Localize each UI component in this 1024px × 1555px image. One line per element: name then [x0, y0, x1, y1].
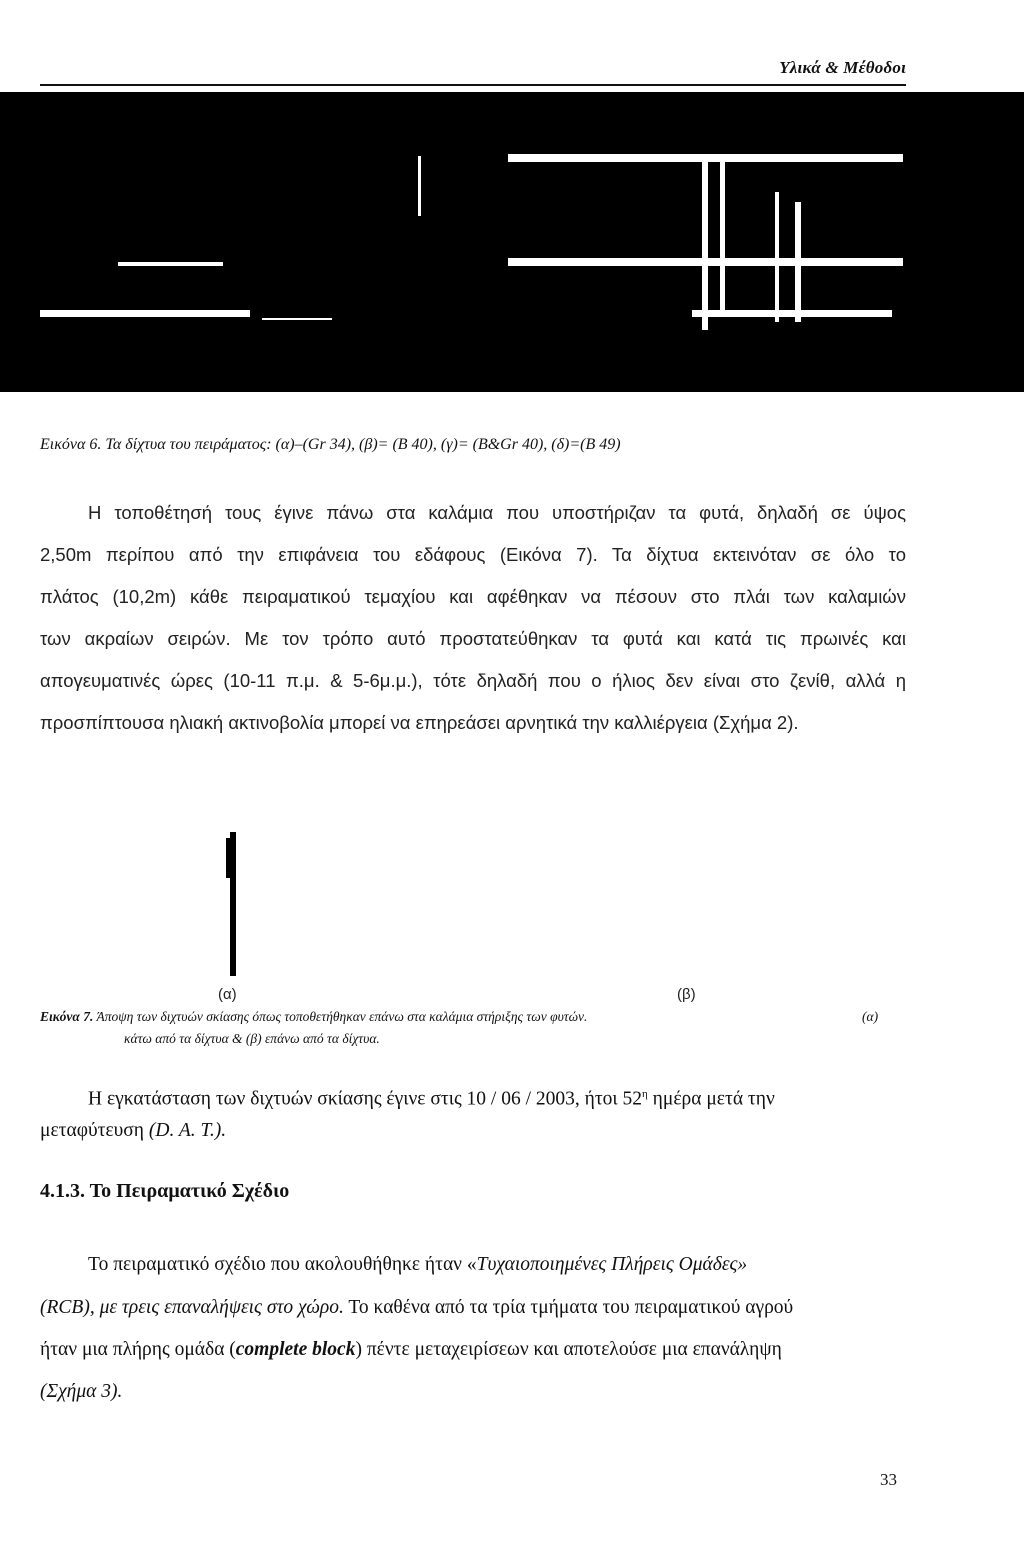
photo-ground-mid	[262, 318, 332, 320]
design-text-3: ήταν μια πλήρης ομάδα (	[40, 1339, 236, 1360]
paragraph-line: προσπίπτουσα ηλιακή ακτινοβολία μπορεί να επηρεάσει αρνητικά την καλλιέργεια (Σχήμα 2).	[40, 712, 799, 733]
figure7-caption-a-marker: (α)	[862, 1009, 879, 1024]
photo-ground-right	[692, 310, 892, 317]
paragraph-line: πλάτος (10,2m) κάθε πειραματικού τεμαχίου και αφέθηκαν να πέσουν στο πλάι των καλαμιών	[40, 586, 906, 607]
figure7-caption-text: Άποψη των διχτυών σκίασης όπως τοποθετήθηκαν επάνω στα καλάμια στήριξης των φυτών.	[96, 1009, 588, 1024]
figure7-label-b: (β)	[677, 986, 696, 1003]
paragraph-line	[40, 1297, 793, 1319]
photo-net-middle-bar	[508, 258, 903, 266]
figure6-photo	[0, 92, 1024, 392]
figure7-caption-line2: κάτω από τα δίχτυα & (β) επάνω από τα δίχτυα.	[124, 1031, 380, 1046]
paragraph-line	[40, 1120, 226, 1142]
design-text-2: Το καθένα από τα τρία τμήματα του πειραματικού αγρού	[343, 1297, 794, 1318]
figure6-caption-text: Τα δίχτυα του πειράματος: (α)–(Gr 34), (β)= (B 40), (γ)= (B&Gr 40), (δ)=(B 49)	[105, 436, 621, 453]
paragraph-line: των ακραίων σειρών. Με τον τρόπο αυτό προστατεύθηκαν τα φυτά και κατά τις πρωινές και	[40, 628, 906, 649]
photo-net-top-bar	[508, 154, 903, 162]
figure6-caption-label: Εικόνα 6.	[40, 436, 102, 453]
figure7-label-a: (α)	[218, 986, 237, 1003]
paragraph-line	[88, 1254, 747, 1276]
paragraph-line	[88, 1088, 775, 1111]
figure7-caption-label: Εικόνα 7.	[40, 1009, 94, 1024]
photo-post-2	[720, 162, 725, 312]
figure7-image	[40, 820, 906, 970]
paragraph-line: 2,50m περίπου από την επιφάνεια του εδάφους (Εικόνα 7). Τα δίχτυα εκτεινόταν σε όλο το	[40, 544, 906, 565]
transplant-word: μεταφύτευση	[40, 1120, 144, 1141]
figure7-pole-bracket	[226, 838, 230, 878]
paragraph-line: απογευματινές ώρες (10-11 π.μ. & 5-6μ.μ.), τότε δηλαδή που ο ήλιος δεν είναι στο ζενίθ, αλλά η	[40, 670, 906, 691]
complete-block-term: complete block	[235, 1339, 356, 1360]
dat-abbrev: (D. A. T.).	[148, 1120, 227, 1141]
rcb-text: (RCB), με τρεις επαναλήψεις στο χώρο.	[40, 1297, 344, 1318]
design-text: Το πειραματικό σχέδιο που ακολουθήθηκε ήταν «	[88, 1254, 477, 1275]
paragraph-line: (Σχήμα 3).	[40, 1381, 123, 1402]
paragraph-line: Η τοποθέτησή τους έγινε πάνω στα καλάμια που υποστήριζαν τα φυτά, δηλαδή σε ύψος	[88, 502, 906, 523]
page-number: 33	[880, 1470, 897, 1489]
figure7-pole	[230, 832, 236, 976]
running-header-title: Υλικά & Μέθοδοι	[779, 58, 906, 77]
photo-ground-left	[40, 310, 250, 317]
header-rule	[40, 84, 906, 86]
photo-post-3	[775, 192, 779, 322]
ordinal-suffix: η	[642, 1088, 648, 1100]
installation-text-end: ημέρα μετά την	[647, 1088, 775, 1110]
paragraph-line	[40, 1339, 782, 1361]
photo-net-left-bar	[118, 262, 223, 266]
design-text-4: ) πέντε μεταχειρίσεων και αποτελούσε μια επανάληψη	[355, 1339, 782, 1360]
section-heading: 4.1.3. Το Πειραματικό Σχέδιο	[40, 1180, 290, 1202]
design-name: Τυχαιοποιημένες Πλήρεις Ομάδες»	[476, 1254, 748, 1275]
photo-pole	[418, 156, 421, 216]
figure7-caption-line1	[40, 1009, 587, 1025]
figure6-caption	[40, 436, 621, 454]
installation-text: Η εγκατάσταση των διχτυών σκίασης έγινε στις 10 / 06 / 2003, ήτοι 52	[88, 1088, 643, 1110]
photo-post-1	[702, 162, 708, 330]
paragraph-net-placement	[40, 502, 906, 732]
